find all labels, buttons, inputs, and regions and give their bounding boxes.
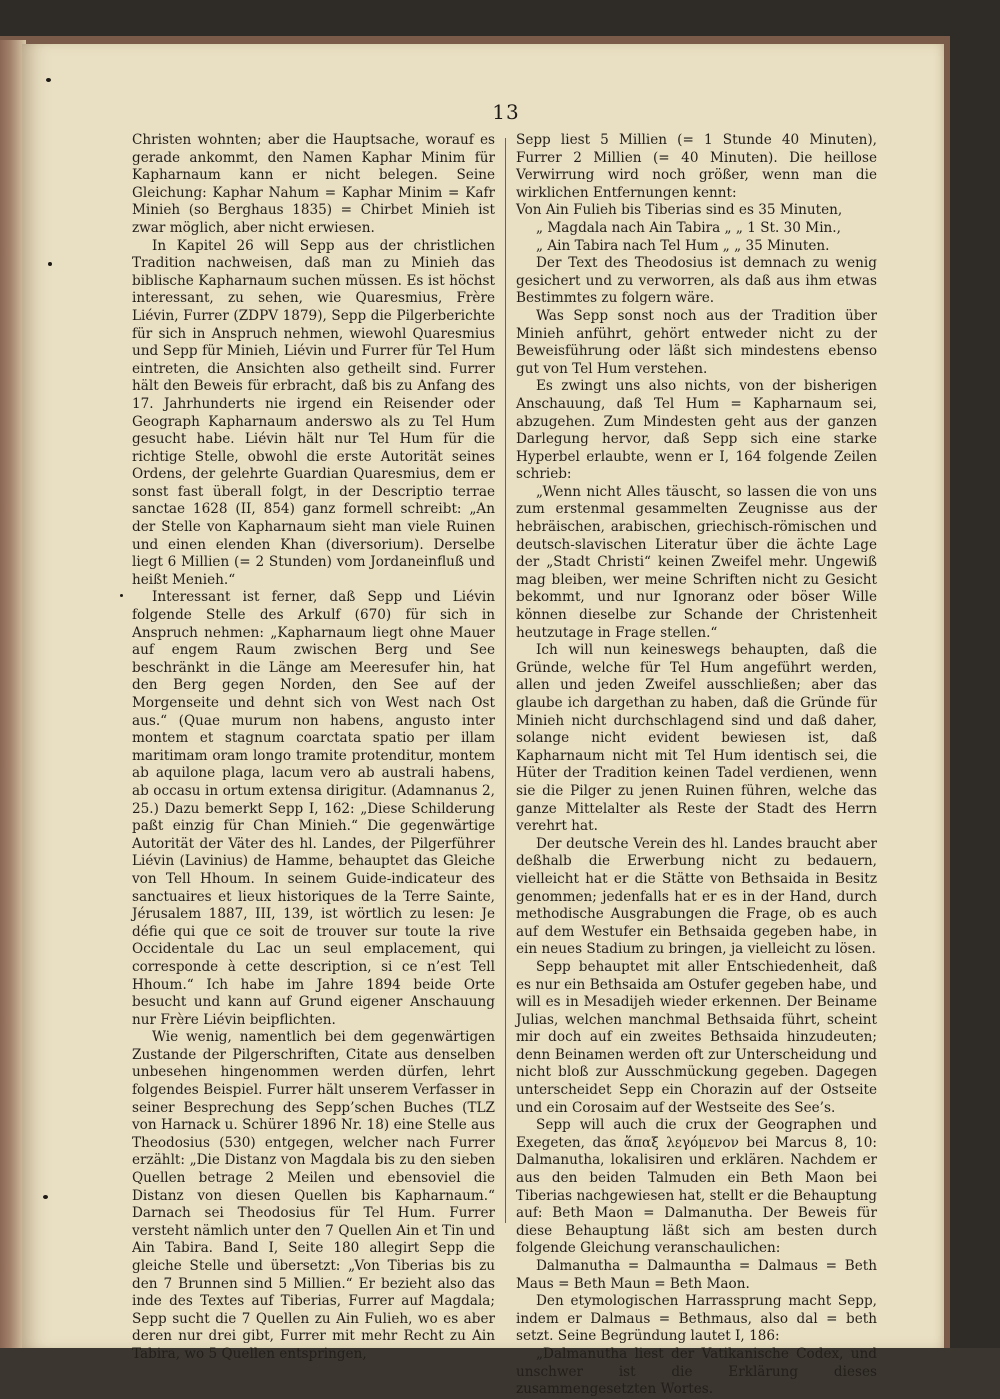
column-divider (505, 138, 506, 1223)
paragraph: Sepp liest 5 Millien (= 1 Stunde 40 Minuten), Furrer 2 Millien (= 40 Minuten). Die heillose Verwirrung wird noch größer, wenn man die wirklichen Entfernungen kennt: (516, 132, 877, 201)
distance-line: „ Magdala nach Ain Tabira „ „ 1 St. 30 Min., (536, 219, 841, 236)
paragraph: Es zwingt uns also nichts, von der bisherigen Anschauung, daß Tel Hum = Kapharnaum sei, abzugehen. Zum Mindesten geht aus der ganzen Darlegung hervor, daß Sepp sich eine starke Hyperbel erlaubte, wenn er I, 164 folgende Zeilen schrieb: (516, 378, 877, 483)
distance-line: „ Ain Tabira nach Tel Hum „ „ 35 Minuten. (536, 237, 830, 254)
margin-speck (120, 594, 123, 597)
equation-line: Dalmanutha = Dalmauntha = Dalmaus = Beth Maus = Beth Maun = Beth Maon. (516, 1258, 877, 1292)
paragraph: Ich will nun keineswegs behaupten, daß die Gründe, welche für Tel Hum angeführt werden, allen und jeden Zweifel ausschließen; aber das glaube ich dargethan zu haben, daß die Gründe für Minieh nicht durchschlagend sind und daß daher, solange nicht evident bewiesen ist, daß Kapharnaum nicht mit Tel Hum identisch sei, die Hüter der Tradition keinen Tadel verdienen, wenn sie die Pilger zu jenen Ruinen führen, welche das ganze Mittelalter als Reste der Stadt des Herrn verehrt hat. (516, 642, 877, 835)
distance-line: Von Ain Fulieh bis Tiberias sind es 35 Minuten, (516, 202, 843, 219)
paragraph: In Kapitel 26 will Sepp aus der christlichen Tradition nachweisen, daß man zu Minieh das biblische Kapharnaum suchen müssen. Es ist höchst interessant, zu sehen, wie Quaresmius, Frère Liévin, Furrer (ZDPV 1879), Sepp die Pilgerberichte für sich in Anspruch nehmen, wiewohl Quaresmius und Sepp für Minieh, Liévin und Furrer für Tel Hum eintreten, die Ansichten also getheilt sind. Furrer hält den Beweis für erbracht, daß bis zu Anfang des 17. Jahrhunderts nie irgend ein Reisender oder Geograph Kapharnaum anderswo als zu Tel Hum gesucht habe. Liévin hält nur Tel Hum für die richtige Stelle, obwohl die erste Autorität seines Ordens, der gelehrte Guardian Quaresmius, dem er sonst fast überall folgt, in der Descriptio terrae sanctae 1628 (II, 854) ganz formell schreibt: „An der Stelle von Kapharnaum sieht man viele Ruinen und einen elenden Khan (diversorium). Derselbe liegt 6 Millien (= 2 Stunden) vom Jordaneinfluß und heißt Menieh.“ (132, 237, 495, 588)
paragraph: Was Sepp sonst noch aus der Tradition über Minieh anführt, gehört entweder nicht zu der Beweisführung oder läßt sich mindestens ebenso gut von Tel Hum verstehen. (516, 307, 877, 377)
left-text-column (132, 132, 495, 1364)
paragraph: Sepp behauptet mit aller Entschiedenheit, daß es nur ein Bethsaida am Ostufer gegeben habe, und will es in Mesadijeh wieder erkennen. Der Beiname Julias, welchen manchmal Bethsaida führt, scheint mir doch auf ein zweites Bethsaida hinzudeuten; denn Beinamen werden oft zur Unterscheidung und nicht bloß zur Ausschmückung gegeben. Dagegen unterscheidet Sepp ein Chorazin auf der Ostseite und ein Corosaim auf der Westseite des See’s. (516, 958, 877, 1116)
quotation: „Dalmanutha liest der Vatikanische Codex, und unschwer ist die Erklärung dieses zusammengesetzten Wortes. (516, 1345, 877, 1398)
paragraph: Christen wohnten; aber die Hauptsache, worauf es gerade ankommt, den Namen Kaphar Minim für Kapharnaum kann er nicht belegen. Seine Gleichung: Kaphar Nahum = Kaphar Minim = Kafr Minieh (so Berghaus 1835) = Chirbet Minieh ist zwar möglich, aber nicht erwiesen. (132, 132, 495, 236)
paragraph: Den etymologischen Harrassprung macht Sepp, indem er Dalmaus = Bethmaus, also dal = beth setzt. Seine Begründung lautet I, 186: (516, 1293, 877, 1345)
margin-speck (46, 78, 51, 82)
paragraph: Wie wenig, namentlich bei dem gegenwärtigen Zustande der Pilgerschriften, Citate aus denselben unbesehen hingenommen werden dürfen, lehrt folgendes Beispiel. Furrer hält unserem Verfasser in seiner Besprechung des Sepp’schen Buches (TLZ von Harnack u. Schürer 1896 Nr. 18) eine Stelle aus Theodosius (530) entgegen, welcher nach Furrer erzählt: „Die Distanz von Magdala bis zu den sieben Quellen betrage 2 Meilen und ebensoviel die Distanz von diesen Quellen bis Kapharnaum.“ Darnach sei Theodosius für Tel Hum. Furrer versteht nämlich unter den 7 Quellen Ain et Tin und Ain Tabira. Band I, Seite 180 allegirt Sepp die gleiche Stelle und übersetzt: „Von Tiberias bis zu den 7 Brunnen sind 5 Millien.“ Er bezieht also das inde des Textes auf Tiberias, Furrer auf Magdala; Sepp sucht die 7 Quellen zu Ain Fulieh, wo es aber deren nur drei gibt, Furrer mit mehr Recht zu Ain Tabira, wo 5 Quellen entspringen, (132, 1029, 495, 1362)
quotation: „Wenn nicht Alles täuscht, so lassen die von uns zum erstenmal gesammelten Zeugnisse aus der hebräischen, arabischen, griechisch-römischen und deutsch-slavischen Literatur über die ächte Lage der „Stadt Christi“ keinen Zweifel mehr. Ungewiß mag bleiben, wer meine Schriften nicht zu Gesicht bekommt, und nur Ignoranz oder böser Wille können dieselbe zur Schande der Christenheit heutzutage in Frage stellen.“ (516, 483, 877, 641)
paragraph: Der Text des Theodosius ist demnach zu wenig gesichert und zu verworren, als daß aus ihm etwas Bestimmtes zu folgern wäre. (516, 255, 877, 307)
margin-speck (43, 1195, 48, 1199)
right-text-column (516, 132, 877, 1399)
paragraph: Der deutsche Verein des hl. Landes braucht aber deßhalb die Erwerbung nicht zu bedauern, vielleicht hat er die Stätte von Bethsaida in Besitz genommen; jedenfalls hat er es in der Hand, durch methodische Ausgrabungen die Frage, ob es auch auf dem Westufer ein Bethsaida gegeben habe, in ein neues Stadium zu bringen, ja vielleicht zu lösen. (516, 835, 877, 958)
page-number: 13 (492, 100, 520, 124)
paragraph: Interessant ist ferner, daß Sepp und Liévin folgende Stelle des Arkulf (670) für sich in Anspruch nehmen: „Kapharnaum liegt ohne Mauer auf engem Raum zwischen Berg und See beschränkt in die Länge am Meeresufer hin, hat den Berg gegen Norden, den See auf der Morgenseite und dehnt sich von West nach Ost aus.“ (Quae murum non habens, angusto inter montem et stagnum coarctata spatio per illam maritimam oram longo tramite protenditur, montem ab aquilone plaga, lacum vero ab australi habens, ab occasu in ortum extensa dirigitur. (Adamnanus 2, 25.) Dazu bemerkt Sepp I, 162: „Diese Schilderung paßt einzig für Chan Minieh.“ Die gegenwärtige Autorität der Väter des hl. Landes, der Pilgerführer Liévin (Lavinius) de Hamme, behauptet das Gleiche von Tell Hhoum. In seinem Guide-indicateur des sanctuaires et lieux historiques de la Terre Sainte, Jérusalem 1887, III, 139, ist wörtlich zu lesen: Je défie qui que ce soit de trouver sur toute la rive Occidentale du Lac un seul emplacement, qui corresponde à cette description, si ce n’est Tell Hhoum.“ Ich habe im Jahre 1894 beide Orte besucht und kann auf Grund eigener Anschauung nur Frère Liévin beipflichten. (132, 589, 495, 1028)
margin-speck (48, 262, 52, 266)
paragraph: Sepp will auch die crux der Geographen und Exegeten, das ἅπαξ λεγόμενον bei Marcus 8, 10: Dalmanutha, lokalisiren und erklären. Nachdem er aus den beiden Talmuden ein Beth Maon bei Tiberias nachgewiesen hat, stellt er die Behauptung auf: Beth Maon = Dalmanutha. Der Beweis für diese Behauptung läßt sich am besten durch folgende Gleichung veranschaulichen: (516, 1117, 877, 1257)
